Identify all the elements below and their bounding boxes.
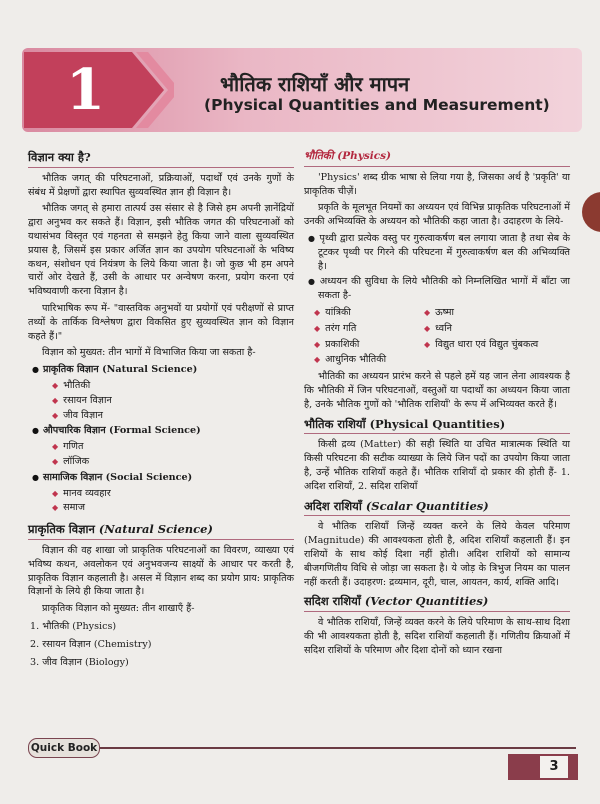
chapter-number: 1 — [66, 57, 105, 123]
bullet-heading: ● सामाजिक विज्ञान (Social Science) — [32, 471, 294, 485]
section-heading — [304, 500, 570, 517]
chapter-title-hindi: भौतिक राशियाँ और मापन — [220, 72, 410, 96]
paragraph: 'Physics' शब्द ग्रीक भाषा से लिया गया है, जिसका अर्थ है 'प्रकृति' या प्राकृतिक चीज़ें। — [304, 171, 570, 197]
branch-list — [310, 305, 570, 368]
heading-hindi: सदिश राशियाँ — [304, 594, 361, 609]
numbered-item: 3. जीव विज्ञान (Biology) — [30, 656, 129, 668]
page-number: 3 — [540, 756, 568, 778]
bullet-heading: ● औपचारिक विज्ञान (Formal Science) — [32, 424, 294, 438]
paragraph: विज्ञान को मुख्यत: तीन भागों में विभाजित किया जा सकता है- — [42, 347, 256, 359]
paragraph: विज्ञान की वह शाखा जो प्राकृतिक परिघटनाओं का विवरण, व्याख्या एवं भविष्य कथन, अवलोकन एवं अनुभवजन्य साक्ष्यों के आधार पर करती है, प्राकृतिक विज्ञान कहलाती है। असल में विज्ञान शब्द का प्रयोग प्राय: प्राकृतिक विज्ञानों के लिये ही किया जाता है। — [28, 544, 294, 598]
heading-english: (Vector Quantities) — [364, 594, 489, 609]
chapter-title-english: (Physical Quantities and Measurement) — [204, 96, 550, 114]
bullet-point: ● पृथ्वी द्वारा प्रत्येक वस्तु पर गुरुत्वाकर्षण बल लगाया जाता है तथा सेब के टूटकर पृथ्वी पर गिरने की परिघटना में गुरुत्वाकर्षण बल की अभिव्यक्ति है। — [308, 232, 570, 273]
right-column — [304, 148, 570, 661]
paragraph: भौतिक जगत् की परिघटनाओं, प्रक्रियाओं, पदार्थों एवं उनके गुणों के संबंध में प्रेक्षणों द्वारा स्थापित सुव्यवस्थित ज्ञान ही विज्ञान है। — [28, 172, 294, 198]
section-heading: भौतिकी (Physics) — [304, 150, 570, 167]
section-heading: भौतिक राशियाँ (Physical Quantities) — [304, 418, 570, 435]
list-item: ◆ लॉजिक — [52, 455, 294, 469]
list-item: ◆ समाज — [52, 501, 294, 515]
list-item: ◆ मानव व्यवहार — [52, 487, 294, 501]
list-item: ◆ ऊष्मा — [424, 306, 570, 320]
list-item: ◆ गणित — [52, 440, 294, 454]
numbered-item: 2. रसायन विज्ञान (Chemistry) — [30, 638, 152, 650]
paragraph: भौतिकी का अध्ययन प्रारंभ करने से पहले हमें यह जान लेना आवश्यक है कि भौतिकी में जिन परिघटनाओं, वस्तुओं या पदार्थों का अध्ययन किया जाता है, उनके भौतिक गुणों को 'भौतिक राशियाँ' के रूप में अभिव्यक्त करते हैं। — [304, 371, 570, 410]
bullet-heading: ● प्राकृतिक विज्ञान (Natural Science) — [32, 363, 294, 377]
list-item: ◆ आधुनिक भौतिकी — [314, 353, 420, 367]
paragraph: वे भौतिक राशियाँ, जिन्हें व्यक्त करने के लिये परिमाण के साथ-साथ दिशा की भी आवश्यकता होती है, सदिश राशियाँ कहलाती हैं। गणितीय क्रियाओं में सदिश राशियों के परिमाण और दिशा दोनों को ध्यान रखना — [304, 617, 570, 656]
book-label: Quick Book — [28, 738, 100, 758]
left-column — [28, 148, 294, 673]
footer-rule — [96, 747, 576, 749]
heading-english: (Natural Science) — [98, 522, 213, 537]
paragraph: प्रकृति के मूलभूत नियमों का अध्ययन एवं विभिन्न प्राकृतिक परिघटनाओं में उनकी अभिव्यक्ति के अध्ययन को भौतिकी कहा जाता है। उदाहरण के लिये- — [304, 202, 570, 228]
list-item: ◆ तरंग गति — [314, 322, 420, 336]
paragraph: किसी द्रव्य (Matter) की सही स्थिति या उचित मात्रात्मक स्थिति या किसी परिघटना की सटीक व्याख्या के लिये जिन पदों का उपयोग किया जाता है, उन्हें भौतिक राशियाँ कहते हैं। भौतिक राशियाँ दो प्रकार की होती हैं- 1. अदिश राशियाँ, 2. सदिश राशियाँ — [304, 439, 570, 492]
list-item: ◆ भौतिकी — [52, 379, 294, 393]
list-item: ◆ विद्युत धारा एवं विद्युत चुंबकत्व — [424, 338, 570, 352]
list-item: ◆ जीव विज्ञान — [52, 409, 294, 423]
paragraph: वे भौतिक राशियाँ जिन्हें व्यक्त करने के लिये केवल परिमाण (Magnitude) की आवश्यकता होती है, अदिश राशियाँ कहलाती हैं। इन राशियों के साथ कोई दिशा नहीं होती। अदिश राशियों को सामान्य बीजगणितीय विधि से जोड़ा जा सकता है। ये जोड़ के त्रिभुज नियम का पालन नहीं करती हैं। उदाहरण: द्रव्यमान, दूरी, चाल, आयतन, कार्य, शक्ति आदि। — [304, 521, 570, 588]
list-item: ◆ रसायन विज्ञान — [52, 394, 294, 408]
section-heading: विज्ञान क्या है? — [28, 151, 294, 168]
bullet-point: ● अध्ययन की सुविधा के लिये भौतिकी को निम्नलिखित भागों में बाँटा जा सकता है- — [308, 275, 570, 303]
page-edge-tab — [582, 192, 600, 232]
paragraph: पारिभाषिक रूप में- "वास्तविक अनुभवों या प्रयोगों एवं परीक्षणों से प्राप्त तथ्यों के तार्किक विश्लेषण द्वारा विकसित हुए सुव्यवस्थित ज्ञान को विज्ञान कहते हैं।" — [28, 302, 294, 342]
chapter-number-badge — [24, 52, 164, 128]
heading-hindi: अदिश राशियाँ — [304, 498, 362, 513]
heading-english: (Scalar Quantities) — [365, 498, 489, 513]
list-item: ◆ ध्वनि — [424, 322, 570, 336]
section-heading — [304, 595, 570, 612]
numbered-item: 1. भौतिकी (Physics) — [30, 620, 117, 632]
heading-hindi: प्राकृतिक विज्ञान — [28, 522, 95, 537]
section-heading — [28, 523, 294, 540]
paragraph: भौतिक जगत् से हमारा तात्पर्य उस संसार से है जिसे हम अपनी ज्ञानेंद्रियों द्वारा अनुभव कर सकते हैं। विज्ञान, इसी भौतिक जगत की परिघटनाओं को यथासंभव विस्तृत एवं गहनता से समझने हेतु किया जाने वाला सुव्यवस्थित प्रयास है, जिसमें इस प्रकार अर्जित ज्ञान का उपयोग परिघटनाओं के भविष्य कथन, संशोधन एवं नियंत्रण के लिये किया जाता है। जो कुछ भी हम अपने चारों ओर देखते हैं, उसी के आधार पर अन्वेषण करना, प्रयोग करना एवं भविष्यवाणी करना विज्ञान है। — [28, 203, 294, 298]
list-item: ◆ प्रकाशिकी — [314, 338, 420, 352]
paragraph: प्राकृतिक विज्ञान को मुख्यत: तीन शाखाएँ हैं- — [42, 603, 195, 615]
list-item: ◆ यांत्रिकी — [314, 306, 420, 320]
